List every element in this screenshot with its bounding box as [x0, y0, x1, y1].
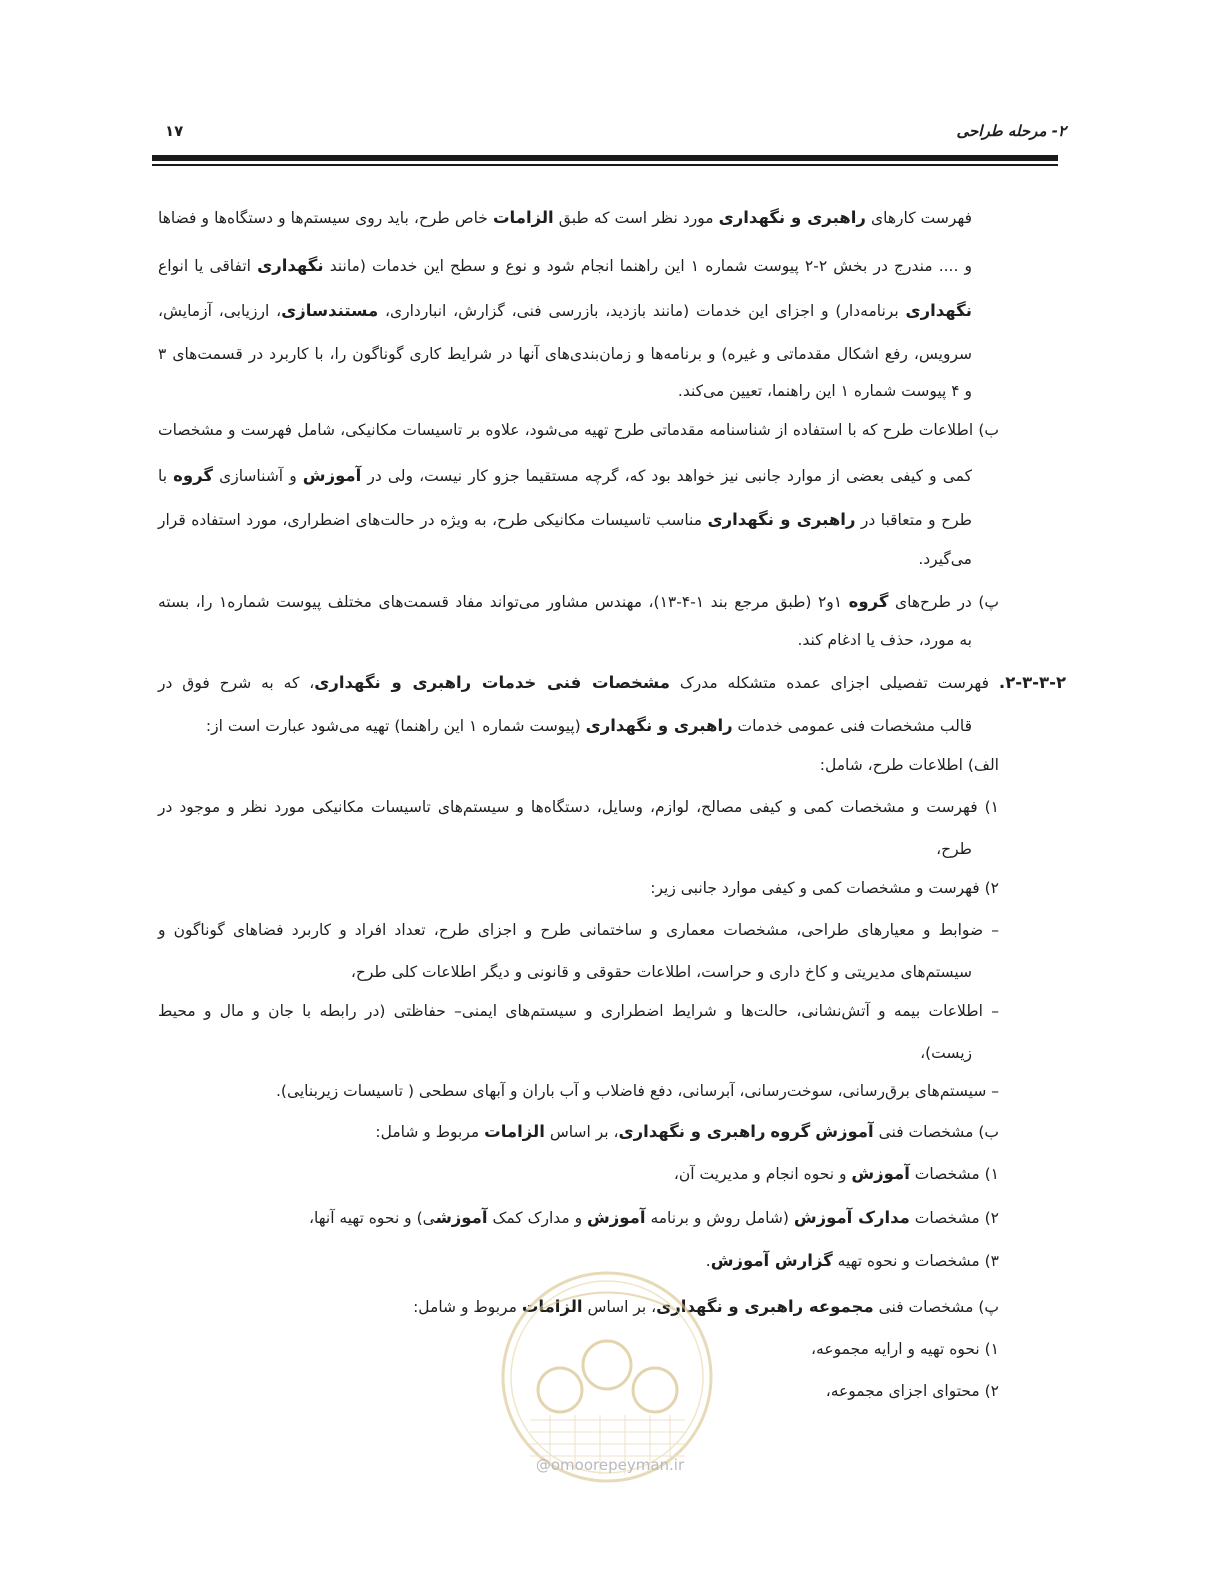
text-line: ب) اطلاعات طرح که با استفاده از شناسنامه مقدماتی طرح تهیه می‌شود، علاوه بر تاسیسات مکانیکی، شامل فهرست و مشخصات	[158, 421, 999, 439]
list-item: ۱) مشخصات آموزش و نحوه انجام و مدیریت آن،	[673, 1164, 999, 1183]
list-item: – اطلاعات بیمه و آتش‌نشانی، حالت‌ها و شرایط اضطراری و سیستم‌های ایمنی– حفاظتی (در رابطه با جان و مال و محیط	[158, 1002, 999, 1020]
list-item: ۱) فهرست و مشخصات کمی و کیفی مصالح، لوازم، وسایل، دستگاه‌ها و سیستم‌های تاسیسات مکانیکی مورد نظر و موجود در	[158, 798, 999, 816]
list-heading: الف) اطلاعات طرح، شامل:	[819, 756, 999, 774]
text-line: سرویس، رفع اشکال مقدماتی و غیره) و برنامه‌ها و زمان‌بندی‌های آنها در شرایط کاری گوناگون را، با کاربرد در قسمت‌های ۳	[158, 345, 972, 363]
list-item: ۲) مشخصات مدارک آموزش (شامل روش و برنامه آموزش و مدارک کمک آموزشی) و نحوه تهیه آنها،	[309, 1208, 999, 1227]
list-item: ۲) محتوای اجزای مجموعه،	[825, 1382, 999, 1400]
text-line: و .... مندرج در بخش ۲-۲ پیوست شماره ۱ این راهنما انجام شود و نوع و سطح این خدمات (مانند نگهداری اتفاقی یا انواع	[158, 256, 972, 275]
page-number: ۱۷	[165, 122, 184, 140]
text-line: نگهداری برنامه‌دار) و اجزای این خدمات (مانند بازدید، بازرسی فنی، گزارش، انبارداری، مستندسازی، ارزیابی، آزمایش،	[158, 301, 972, 320]
watermark-url: @omoorepeyman.ir	[535, 1456, 685, 1474]
text-line: طرح،	[936, 840, 972, 858]
section-heading-line: ۲-۳-۳-۲. فهرست تفصیلی اجزای عمده متشکله مدرک مشخصات فنی خدمات راهبری و نگهداری، که به شرح فوق در	[158, 673, 1067, 692]
header-rule-thick	[152, 155, 1058, 161]
text-line: زیست)،	[920, 1044, 972, 1062]
text-line: طرح و متعاقبا در راهبری و نگهداری مناسب تاسیسات مکانیکی طرح، به ویژه در حالت‌های اضطراری، مورد استفاده قرار	[158, 510, 973, 529]
text-line: می‌گیرد.	[918, 550, 972, 568]
text-line: و ۴ پیوست شماره ۱ این راهنما، تعیین می‌کند.	[677, 382, 972, 400]
text-line: پ) در طرح‌های گروه ۱و۲ (طبق مرجع بند ۱-۴-۱۳)، مهندس مشاور می‌تواند مفاد قسمت‌های مختلف پیوست شماره۱ را، بسته	[158, 592, 999, 611]
section-title: ۲- مرحله طراحی	[956, 122, 1066, 140]
text-line: فهرست کارهای راهبری و نگهداری مورد نظر است که طبق الزامات خاص طرح، باید روی سیستم‌ها و دستگاه‌ها و فضاها	[158, 208, 972, 227]
header-rule-thin	[152, 164, 1058, 166]
list-heading: پ) مشخصات فنی مجموعه راهبری و نگهداری، بر اساس الزامات مربوط و شامل:	[413, 1297, 999, 1316]
text-line: قالب مشخصات فنی عمومی خدمات راهبری و نگهداری (پیوست شماره ۱ این راهنما) تهیه می‌شود عبارت است از:	[205, 716, 972, 735]
text-line: به مورد، حذف یا ادغام کند.	[797, 631, 972, 649]
page-header	[155, 122, 1066, 152]
list-item: – سیستم‌های برق‌رسانی، سوخت‌رسانی، آبرسانی، دفع فاضلاب و آب باران و آبهای سطحی ( تاسیسات زیربنایی).	[275, 1082, 999, 1100]
text-line: سیستم‌های مدیریتی و کاخ داری و حراست، اطلاعات حقوقی و قانونی و دیگر اطلاعات کلی طرح،	[350, 963, 972, 981]
list-item: – ضوابط و معیارهای طراحی، مشخصات معماری و ساختمانی طرح و اجزای طرح، تعداد افراد و کاربرد فضاهای گوناگون و	[158, 921, 999, 939]
text-line: کمی و کیفی بعضی از موارد جانبی نیز خواهد بود که، گرچه مستقیما جزو کار نیست، ولی در آموزش و آشناسازی گروه با	[158, 466, 972, 485]
list-item: ۱) نحوه تهیه و ارایه مجموعه،	[811, 1340, 999, 1358]
list-item: ۳) مشخصات و نحوه تهیه گزارش آموزش.	[705, 1251, 999, 1270]
list-item: ۲) فهرست و مشخصات کمی و کیفی موارد جانبی زیر:	[650, 879, 999, 897]
list-heading: ب) مشخصات فنی آموزش گروه راهبری و نگهداری، بر اساس الزامات مربوط و شامل:	[375, 1122, 999, 1141]
